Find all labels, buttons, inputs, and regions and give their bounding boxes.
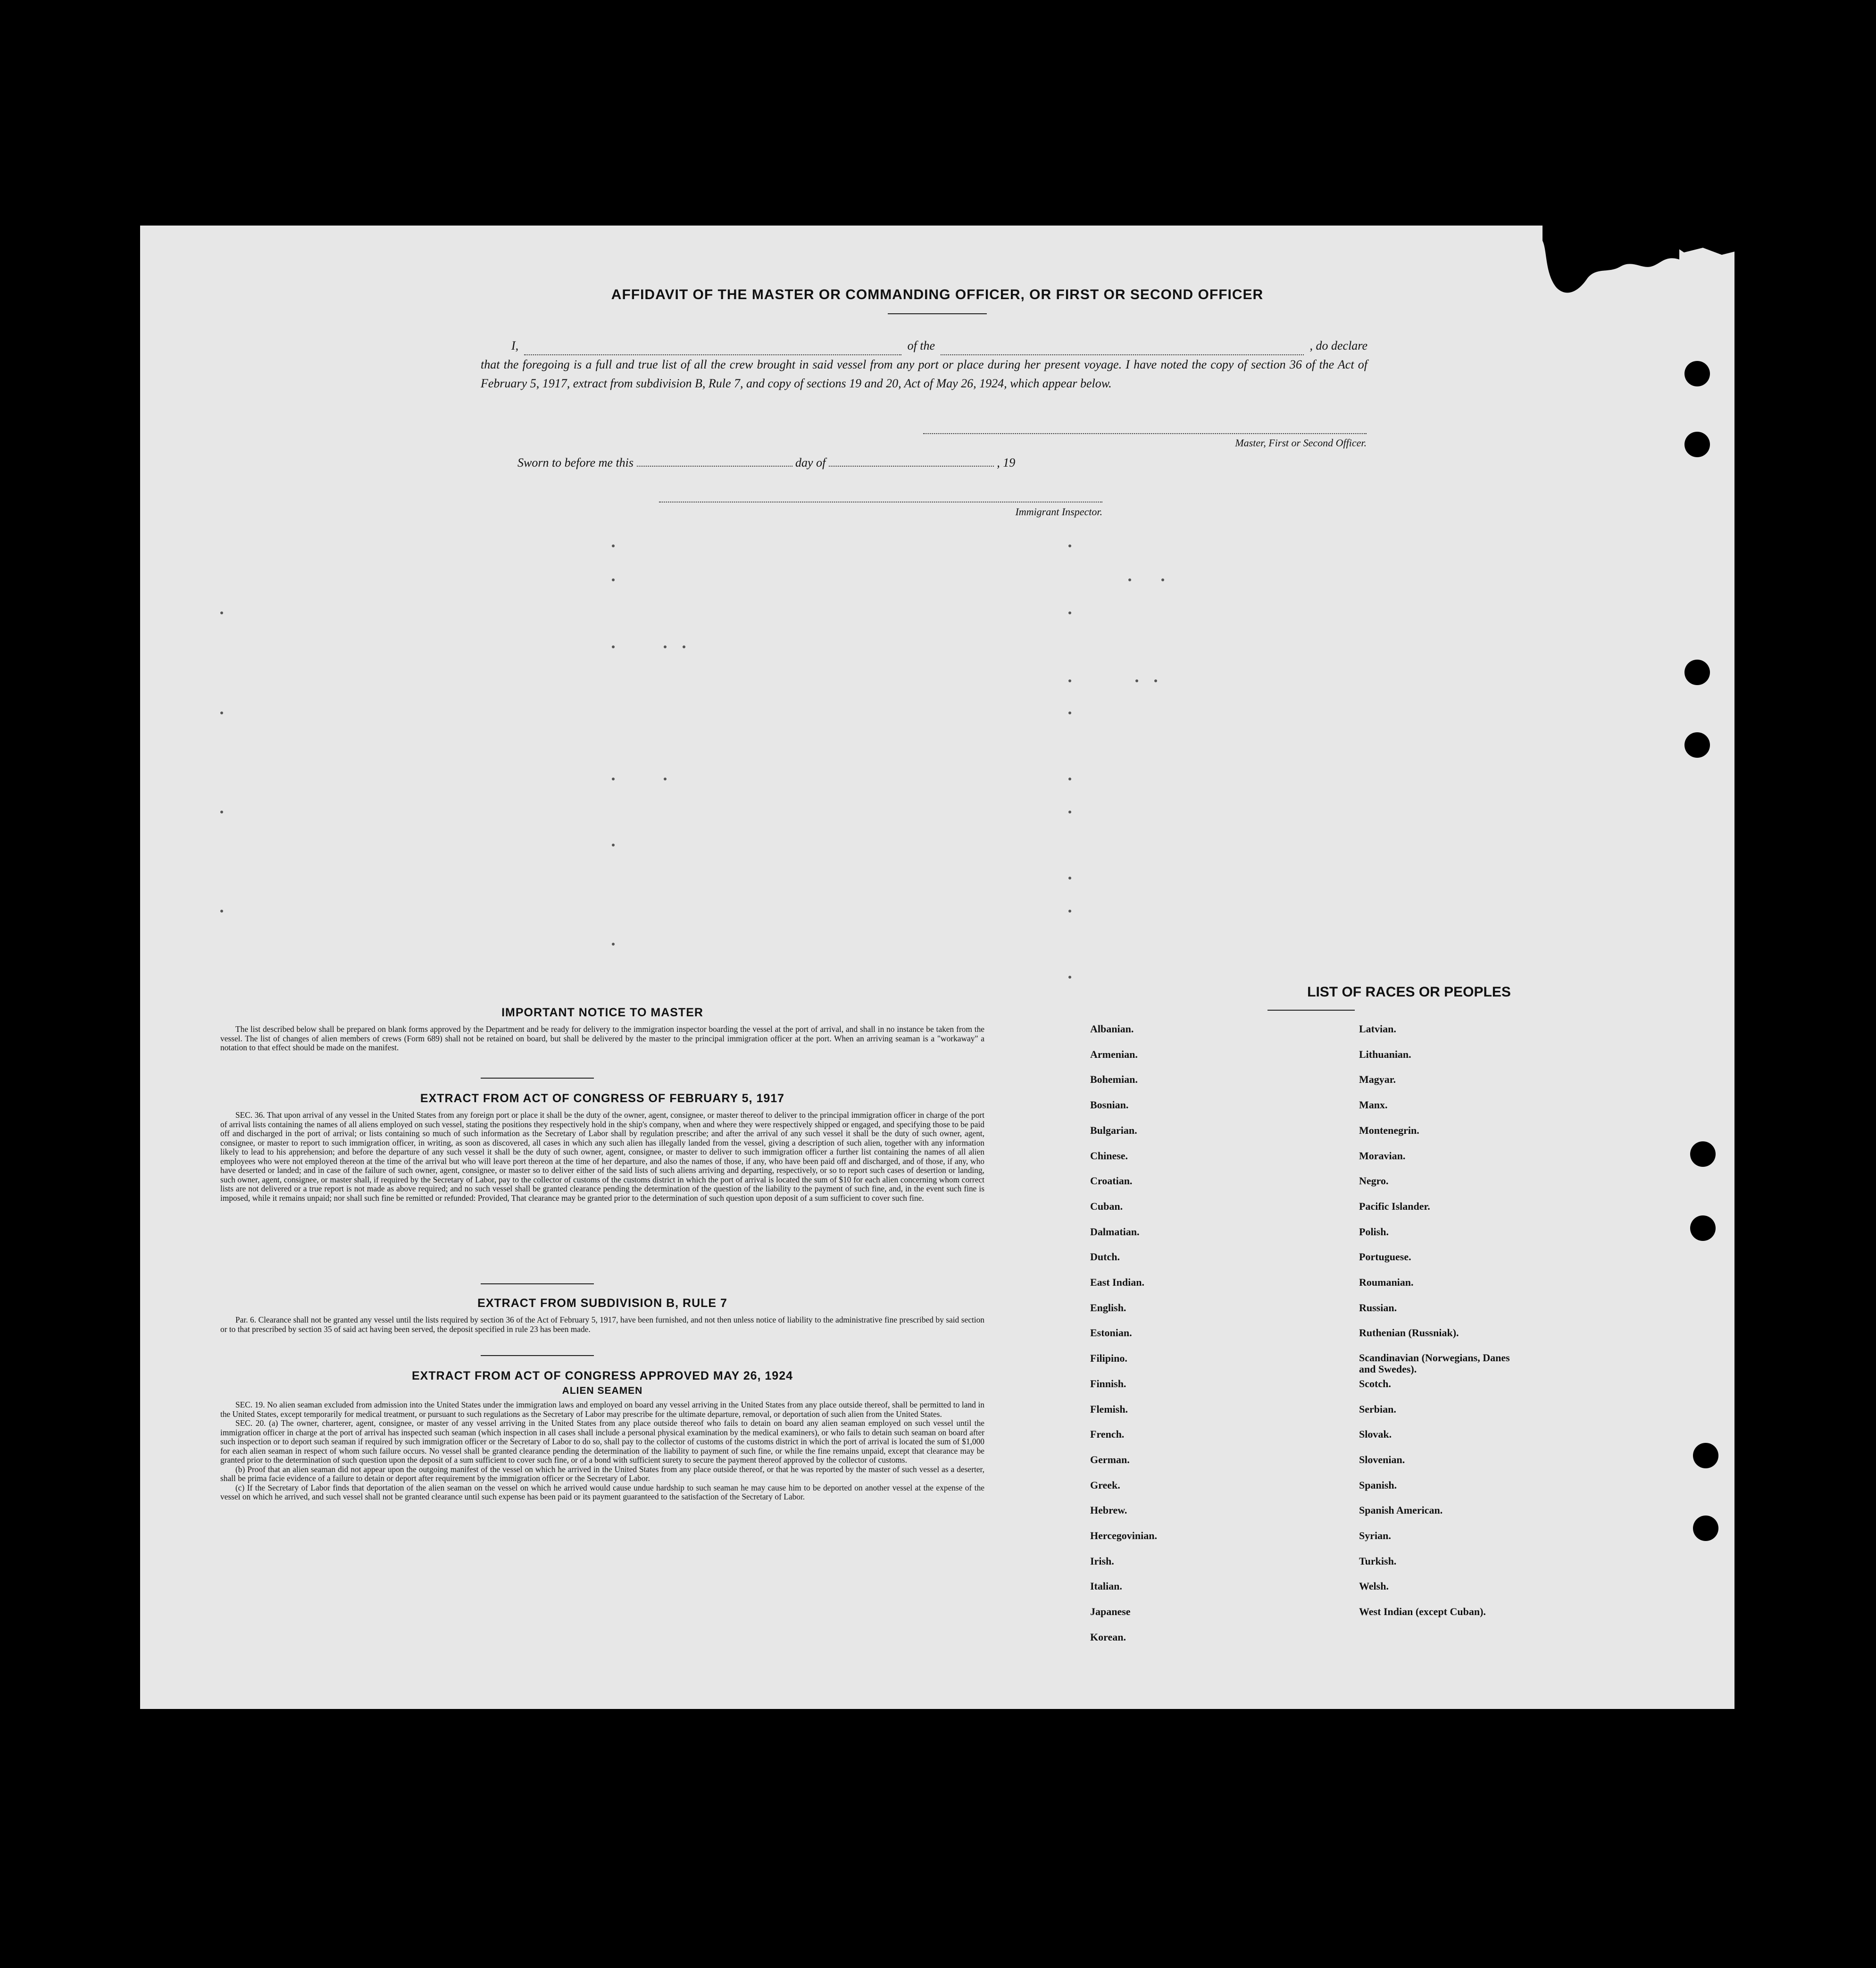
extract-1917-title: EXTRACT FROM ACT OF CONGRESS OF FEBRUARY 5, 1917 — [420, 1092, 785, 1105]
race-item: Croatian. — [1090, 1175, 1133, 1187]
name-blank[interactable] — [524, 336, 901, 355]
of-the-label: of the — [907, 339, 935, 352]
month-blank[interactable] — [829, 466, 994, 467]
race-item: Finnish. — [1090, 1377, 1126, 1390]
race-item: Bohemian. — [1090, 1073, 1138, 1086]
race-item: Albanian. — [1090, 1023, 1134, 1035]
race-item: Spanish American. — [1359, 1504, 1443, 1516]
race-item: West Indian (except Cuban). — [1359, 1606, 1486, 1618]
section-36-paragraph: SEC. 36. That upon arrival of any vessel in the United States from any foreign port or place it shall be the duty of the owner, agent, consignee, or master thereof to deliver to the principal immigration officer in charge of the port of arrival lists containing the names of all aliens employed on such vessel, stating the positions they respectively hold in the ship's company, when and where they were respectively shipped or engaged, and specifying those to be paid off and discharged in the port of arrival; or lists containing so much of such information as the Secretary of Labor shall by regulation prescribe; and after the arrival of any such vessel it shall be the duty of such owner, agent, consignee, or master to report to such immigration officer, in writing, as soon as discovered, all cases in which any such alien has illegally landed from the vessel, giving a description of such alien, together with any information likely to lead to his apprehension; and before the departure of any such vessel it shall be the duty of such owner, agent, consignee, or master to deliver to such immigration officer a further list containing the names of all alien employees who were not employed thereon at the time of the arrival but who will leave port thereon at the time of her departure, and also the names of those, if any, who have been paid off and discharged, and of those, if any, who have deserted or landed; and in case of the failure of such owner, agent, consignee, or master so to deliver either of the said lists of such aliens arriving and departing, respectively, or so to report such cases of desertion or landing, such owner, agent, consignee, or master shall, if required by the Secretary of Labor, pay to the collector of customs of the customs district in which the port of arrival is located the sum of $10 for each alien concerning whom correct lists are not delivered or a true report is not made as above required; and no such vessel shall be granted clearance pending the determination of the question of the liability to the payment of such fine, and, in the event such fine is imposed, while it remains unpaid; nor shall such fine be remitted or refunded: Provided, That clearance may be granted prior to the determination of such question upon deposit of a sum sufficient to cover such fine. — [220, 1110, 984, 1203]
race-item: Pacific Islander. — [1359, 1200, 1430, 1212]
par-6-paragraph: Par. 6. Clearance shall not be granted any vessel until the lists required by section 36 of the Act of February 5, 1917, have been furnished, and not then unless notice of liability to the administrative fine prescribed by said section or to that prescribed by section 35 of said act having been served, the deposit specified in rule 23 has been made. — [220, 1315, 984, 1334]
stray-dot — [612, 544, 615, 547]
section-rule — [481, 1283, 594, 1284]
race-item: Greek. — [1090, 1479, 1120, 1491]
stray-dot — [1161, 578, 1164, 581]
race-item: Dalmatian. — [1090, 1225, 1140, 1238]
extract-rule7-title: EXTRACT FROM SUBDIVISION B, RULE 7 — [477, 1297, 727, 1310]
extract-1917-body — [220, 1111, 984, 1203]
stray-dot — [612, 645, 615, 648]
stray-dot — [612, 578, 615, 581]
stray-dot — [1068, 679, 1071, 682]
stray-dot — [1068, 910, 1071, 913]
sec-20a-paragraph: SEC. 20. (a) The owner, charterer, agent, consignee, or master of any vessel arriving in the United States from any place outside thereof who fails to detain on board any alien seaman employed on such vessel until the immigration officer in charge at the port of arrival has inspected such seaman (which inspection in all cases shall include a personal physical examination by the medical examiners), or who fails to detain such seaman on board after such inspection or to deport such seaman if required by such immigration officer or the Secretary of Labor to do so, shall pay to the collector of customs of the customs district in which the port of arrival is located the sum of $1,000 for each alien seaman in respect of whom such failure occurs. No vessel shall be granted clearance pending the determination of the liability to payment of such fine, or while the fine remains unpaid, except that clearance may be granted prior to the determination of such question upon the deposit of a sum sufficient to cover such fine, or of a bond with sufficient surety to secure the payment thereof approved by the collector of customs. — [220, 1418, 984, 1465]
master-signature-line[interactable] — [923, 433, 1367, 434]
stray-dot — [683, 645, 685, 648]
notice-body — [220, 1025, 984, 1053]
sec-19-paragraph: SEC. 19. No alien seaman excluded from admission into the United States under the immigration laws and employed on board any vessel arriving in the United States from any place outside thereof, shall be permitted to land in the United States, except temporarily for medical treatment, or pursuant to such regulations as the Secretary of Labor may prescribe for the ultimate departure, removal, or deportation of such alien from the United States. — [220, 1400, 984, 1419]
race-item: German. — [1090, 1453, 1130, 1466]
race-item: Portuguese. — [1359, 1251, 1411, 1263]
race-item: Armenian. — [1090, 1048, 1138, 1060]
day-blank[interactable] — [637, 466, 792, 467]
race-item: Dutch. — [1090, 1251, 1120, 1263]
inspector-label: Immigrant Inspector. — [1015, 506, 1102, 518]
stray-dot — [220, 712, 223, 714]
stray-dot — [1068, 611, 1071, 614]
race-item: Lithuanian. — [1359, 1048, 1411, 1060]
stray-dot — [612, 844, 615, 846]
race-item: Estonian. — [1090, 1327, 1132, 1339]
sec-20c-paragraph: (c) If the Secretary of Labor finds that deportation of the alien seaman on the vessel on which he arrived would cause undue hardship to such seaman he may cause him to be deported on another vessel at the expense of the vessel on which he arrived, and such vessel shall not be granted clearance until such expense has been paid or its payment guaranteed to the satisfaction of the Secretary of Labor. — [220, 1482, 984, 1501]
punch-hole — [1693, 1443, 1718, 1468]
section-rule — [481, 1355, 594, 1356]
race-item: Latvian. — [1359, 1023, 1396, 1035]
races-title-rule — [1267, 1010, 1355, 1011]
race-item: Slovenian. — [1359, 1453, 1405, 1466]
stray-dot — [664, 778, 667, 780]
i-label: I, — [511, 339, 519, 352]
punch-hole — [1690, 1215, 1716, 1241]
punch-hole — [1690, 1141, 1716, 1167]
extract-1924-body — [220, 1400, 984, 1502]
race-item: Scandinavian (Norwegians, Danes and Swedes). — [1359, 1352, 1510, 1375]
race-item: Italian. — [1090, 1580, 1122, 1592]
declaration-body: that the foregoing is a full and true list of all the crew brought in said vessel from any port or place during her present voyage. I have noted the copy of section 36 of the Act of February 5, 1917, extract from subdivision B, Rule 7, and copy of sections 19 and 20, Act of May 26, 1924, which appear below. — [481, 358, 1367, 390]
punch-hole — [1684, 361, 1710, 386]
torn-corner — [1542, 222, 1741, 302]
stray-dot — [1068, 712, 1071, 714]
extract-1924-title: EXTRACT FROM ACT OF CONGRESS APPROVED MAY 26, 1924 — [411, 1369, 793, 1382]
vessel-blank[interactable] — [941, 336, 1304, 355]
affidavit-title: AFFIDAVIT OF THE MASTER OR COMMANDING OFFICER, OR FIRST OR SECOND OFFICER — [611, 287, 1264, 302]
race-item: Hercegovinian. — [1090, 1530, 1157, 1541]
race-item: Magyar. — [1359, 1073, 1396, 1086]
master-signature-label: Master, First or Second Officer. — [1235, 437, 1367, 449]
race-item: Turkish. — [1359, 1555, 1397, 1567]
punch-hole — [1684, 660, 1710, 685]
stray-dot — [220, 611, 223, 614]
race-item: Hebrew. — [1090, 1504, 1127, 1516]
race-item: French. — [1090, 1428, 1125, 1440]
alien-seamen-subtitle: ALIEN SEAMEN — [562, 1385, 643, 1396]
document-page — [140, 226, 1734, 1709]
race-item: Serbian. — [1359, 1403, 1396, 1415]
stray-dot — [612, 778, 615, 780]
race-item: Welsh. — [1359, 1580, 1389, 1592]
stray-dot — [1068, 544, 1071, 547]
race-item: Filipino. — [1090, 1352, 1127, 1365]
year-label: , 19 — [997, 456, 1016, 469]
race-item: Bulgarian. — [1090, 1124, 1137, 1136]
day-of-label: day of — [795, 456, 826, 469]
race-item: English. — [1090, 1301, 1126, 1314]
race-item: Montenegrin. — [1359, 1124, 1419, 1136]
race-item: Japanese — [1090, 1606, 1131, 1618]
sworn-line — [517, 456, 1015, 470]
stray-dot — [1135, 679, 1138, 682]
stray-dot — [1068, 778, 1071, 780]
race-item: Ruthenian (Russniak). — [1359, 1327, 1459, 1339]
affidavit-declaration — [481, 336, 1367, 393]
notice-paragraph: The list described below shall be prepared on blank forms approved by the Department and be ready for delivery to the immigration inspector boarding the vessel at the port of arrival, and shall in no instance be taken from the vessel. The list of changes of alien members of crews (Form 689) shall not be retained on board, but shall be delivered by the master to the principal immigration officer at the port. When an arriving seaman is a "workaway" a notation to that effect should be made on the manifest. — [220, 1024, 984, 1052]
race-item: Roumanian. — [1359, 1276, 1414, 1288]
race-item: Scotch. — [1359, 1377, 1391, 1390]
punch-hole — [1684, 432, 1710, 457]
race-item: Irish. — [1090, 1555, 1114, 1567]
extract-rule7-body — [220, 1315, 984, 1334]
race-item: Flemish. — [1090, 1403, 1128, 1415]
stray-dot — [1154, 679, 1157, 682]
race-item: Manx. — [1359, 1099, 1388, 1111]
race-item: Polish. — [1359, 1225, 1389, 1238]
race-item: Russian. — [1359, 1301, 1397, 1314]
sworn-prefix: Sworn to before me this — [517, 456, 634, 469]
sec-20b-paragraph: (b) Proof that an alien seaman did not appear upon the outgoing manifest of the vessel on which he arrived in the United States from any place outside thereof, or that he was reported by the master of such vessel as a deserter, shall be prima facie evidence of a failure to detain or deport after requirement by the immigration officer or the Secretary of Labor. — [220, 1464, 984, 1483]
race-item: Bosnian. — [1090, 1099, 1129, 1111]
title-rule — [888, 313, 987, 314]
stray-dot — [220, 910, 223, 913]
section-rule — [481, 1078, 594, 1079]
stray-dot — [612, 943, 615, 946]
stray-dot — [1128, 578, 1131, 581]
notice-title: IMPORTANT NOTICE TO MASTER — [501, 1006, 703, 1019]
stray-dot — [220, 811, 223, 813]
race-item: Korean. — [1090, 1631, 1126, 1643]
do-declare-label: , do declare — [1309, 339, 1367, 352]
punch-hole — [1693, 1516, 1718, 1541]
stray-dot — [1068, 877, 1071, 879]
race-item: East Indian. — [1090, 1276, 1144, 1288]
race-item: Chinese. — [1090, 1149, 1128, 1162]
stray-dot — [664, 645, 667, 648]
race-item: Negro. — [1359, 1175, 1389, 1187]
stray-dot — [1068, 811, 1071, 813]
race-item: Syrian. — [1359, 1530, 1391, 1541]
race-item: Spanish. — [1359, 1479, 1397, 1491]
stray-dot — [1068, 976, 1071, 979]
declaration-line-1 — [481, 336, 1367, 355]
races-title: LIST OF RACES OR PEOPLES — [1307, 984, 1511, 1000]
race-item: Slovak. — [1359, 1428, 1392, 1440]
punch-hole — [1684, 732, 1710, 758]
race-item: Moravian. — [1359, 1149, 1406, 1162]
race-item: Cuban. — [1090, 1200, 1123, 1212]
